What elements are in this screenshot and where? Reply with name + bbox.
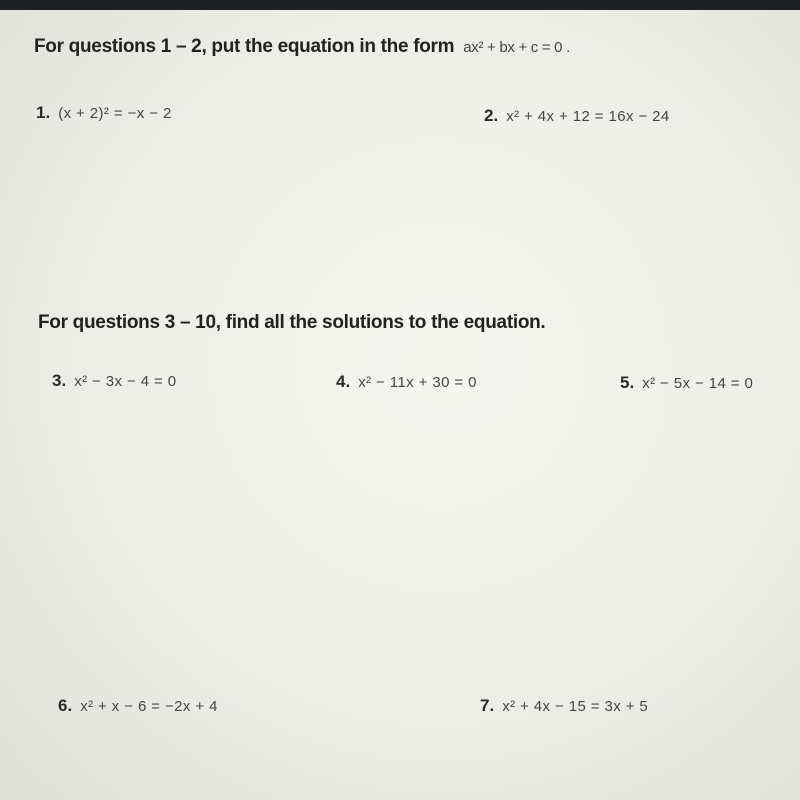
question-equation: x² − 3x − 4 = 0 [74, 373, 177, 390]
question-2 [484, 106, 670, 126]
question-7 [480, 696, 648, 716]
question-number: 3. [52, 371, 67, 390]
question-number: 7. [480, 696, 495, 715]
question-1 [36, 103, 172, 123]
instruction-section-2 [38, 312, 545, 334]
question-5 [620, 373, 753, 393]
instruction-section-1 [34, 36, 570, 58]
question-number: 2. [484, 106, 499, 125]
question-number: 4. [336, 372, 351, 391]
question-equation: x² − 11x + 30 = 0 [358, 374, 477, 391]
question-equation: x² + x − 6 = −2x + 4 [80, 698, 218, 715]
question-number: 1. [36, 103, 51, 122]
question-4 [336, 372, 477, 392]
question-equation: x² + 4x + 12 = 16x − 24 [506, 108, 670, 125]
worksheet-page [0, 10, 800, 800]
question-equation: x² − 5x − 14 = 0 [642, 375, 754, 392]
instruction-text-2: For questions 3 – 10, find all the solutions to the equation. [38, 312, 546, 333]
question-equation: x² + 4x − 15 = 3x + 5 [502, 698, 649, 715]
question-number: 5. [620, 373, 635, 392]
question-3 [52, 371, 177, 391]
question-6 [58, 696, 218, 716]
question-number: 6. [58, 696, 73, 715]
instruction-text-1: For questions 1 – 2, put the equation in the form [34, 36, 455, 57]
question-equation: (x + 2)² = −x − 2 [58, 105, 172, 122]
standard-form-expression: ax² + bx + c = 0 . [463, 39, 570, 56]
